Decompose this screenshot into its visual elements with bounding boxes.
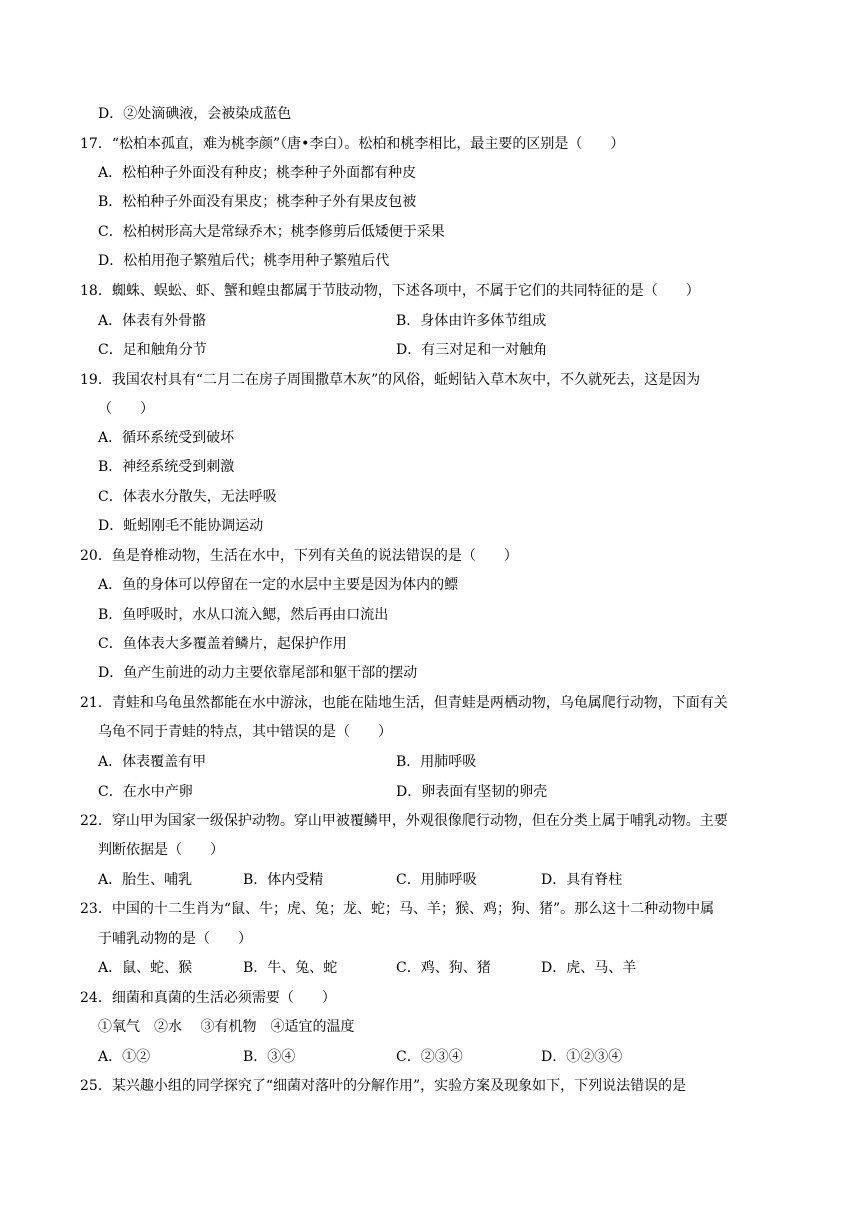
q20-option-a: A．鱼的身体可以停留在一定的水层中主要是因为体内的鳔	[98, 577, 459, 593]
q24-items: ①氧气 ②水 ③有机物 ④适宜的温度	[98, 1019, 355, 1035]
q22-option-d: D．具有脊柱	[541, 872, 623, 888]
q21-option-c: C．在水中产卵	[98, 784, 193, 800]
q19-option-d: D．蚯蚓刚毛不能协调运动	[98, 518, 264, 534]
q20-option-b: B．鱼呼吸时，水从口流入鳃，然后再由口流出	[98, 607, 389, 623]
q22-stem: 22．穿山甲为国家一级保护动物。穿山甲被覆鳞甲，外观很像爬行动物，但在分类上属于哺乳动物。主要	[80, 813, 728, 829]
q17-option-a: A．松柏种子外面没有种皮；桃李种子外面都有种皮	[98, 165, 417, 181]
q24-option-c: C．②③④	[396, 1049, 463, 1065]
q18-option-d: D．有三对足和一对触角	[396, 342, 548, 358]
q19-option-b: B．神经系统受到刺激	[98, 459, 235, 475]
q24-option-a: A．①②	[98, 1049, 151, 1065]
q23-option-b: B．牛、兔、蛇	[243, 960, 338, 976]
q18-option-a: A．体表有外骨骼	[98, 313, 207, 329]
q17-option-b: B．松柏种子外面没有果皮；桃李种子外有果皮包被	[98, 194, 417, 210]
q19-option-a: A．循环系统受到破坏	[98, 430, 235, 446]
q18-option-b: B．身体由许多体节组成	[396, 313, 547, 329]
q24-option-d: D．①②③④	[541, 1049, 623, 1065]
q19-stem: 19．我国农村具有“二月二在房子周围撒草木灰”的风俗，蚯蚓钻入草木灰中，不久就死去，这是因为	[80, 372, 701, 388]
q17-option-c: C．松柏树形高大是常绿乔木；桃李修剪后低矮便于采果	[98, 224, 445, 240]
q22-option-c: C．用肺呼吸	[396, 872, 477, 888]
q18-stem: 18．蜘蛛、蜈蚣、虾、蟹和蝗虫都属于节肢动物，下述各项中，不属于它们的共同特征的是（ ）	[80, 283, 700, 299]
q16-option-d: D．②处滴碘液，会被染成蓝色	[98, 106, 292, 122]
q23-option-a: A．鼠、蛇、猴	[98, 960, 193, 976]
q17-option-d: D．松柏用孢子繁殖后代；桃李用种子繁殖后代	[98, 253, 390, 269]
q21-option-b: B．用肺呼吸	[396, 754, 477, 770]
q24-stem: 24．细菌和真菌的生活必须需要（ ）	[80, 990, 336, 1006]
q25-stem: 25．某兴趣小组的同学探究了“细菌对落叶的分解作用”，实验方案及现象如下，下列说法错误的是	[80, 1078, 687, 1094]
q23-stem: 23．中国的十二生肖为“鼠、牛；虎、兔；龙、蛇；马、羊；猴、鸡；狗、猪”。那么这十二种动物中属	[80, 901, 715, 917]
q20-stem: 20．鱼是脊椎动物，生活在水中，下列有关鱼的说法错误的是（ ）	[80, 548, 518, 564]
q18-option-c: C．足和触角分节	[98, 342, 207, 358]
q19-stem-cont: （ ）	[98, 401, 154, 417]
q20-option-c: C．鱼体表大多覆盖着鳞片，起保护作用	[98, 636, 347, 652]
q23-option-c: C．鸡、狗、猪	[396, 960, 491, 976]
q21-stem: 21．青蛙和乌龟虽然都能在水中游泳，也能在陆地生活，但青蛙是两栖动物，乌龟属爬行动物，下面有关	[80, 695, 728, 711]
q22-stem-cont: 判断依据是（ ）	[98, 842, 224, 858]
q22-option-b: B．体内受精	[243, 872, 324, 888]
q22-option-a: A．胎生、哺乳	[98, 872, 193, 888]
q24-option-b: B．③④	[243, 1049, 296, 1065]
q23-stem-cont: 于哺乳动物的是（ ）	[98, 931, 252, 947]
q20-option-d: D．鱼产生前进的动力主要依靠尾部和躯干部的摆动	[98, 665, 418, 681]
q17-stem: 17．“松柏本孤直，难为桃李颜”（唐•李白）。松柏和桃李相比，最主要的区别是（ ）	[80, 136, 625, 152]
q21-stem-cont: 乌龟不同于青蛙的特点，其中错误的是（ ）	[98, 724, 392, 740]
q21-option-a: A．体表覆盖有甲	[98, 754, 207, 770]
q19-option-c: C．体表水分散失，无法呼吸	[98, 489, 277, 505]
q23-option-d: D．虎、马、羊	[541, 960, 637, 976]
q21-option-d: D．卵表面有坚韧的卵壳	[396, 784, 548, 800]
